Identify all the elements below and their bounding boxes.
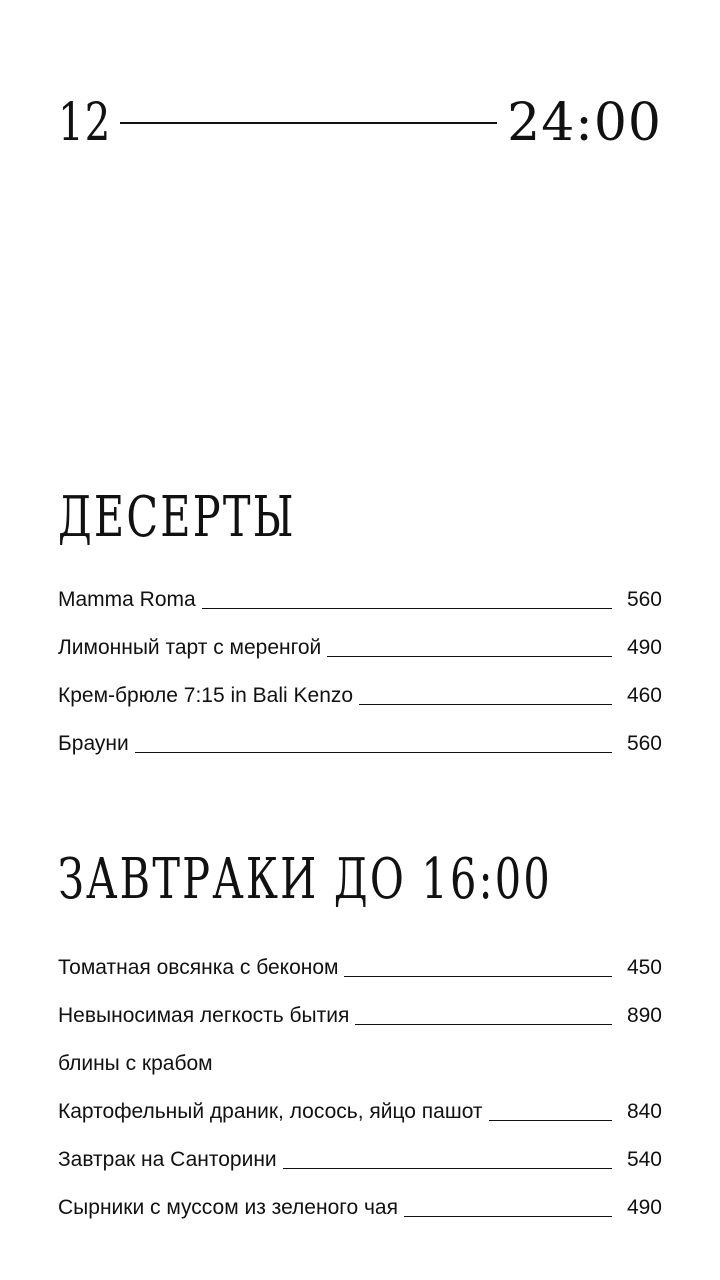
menu-item [58, 720, 662, 768]
menu-item-name: Невыносимая легкость бытия [58, 1004, 350, 1027]
leader-line [327, 656, 612, 657]
desserts-list [58, 576, 662, 768]
leader-line [359, 704, 612, 705]
opening-time: 12 [58, 93, 112, 153]
menu-item [58, 1088, 662, 1136]
menu-item-price: 460 [626, 684, 662, 707]
menu-item-price: 560 [626, 732, 662, 755]
menu-item [58, 576, 662, 624]
menu-item-name: Лимонный тарт с меренгой [58, 636, 322, 659]
menu-item [58, 992, 662, 1040]
menu-item-name: Mamma Roma [58, 588, 196, 611]
hours-divider-line [120, 122, 497, 124]
leader-line [135, 752, 612, 753]
leader-line [404, 1216, 612, 1217]
menu-item-price: 490 [626, 636, 662, 659]
section-title-desserts: ДЕСЕРТЫ [58, 485, 296, 550]
menu-item [58, 1184, 662, 1232]
leader-line [355, 1024, 612, 1025]
menu-item-name: Крем-брюле 7:15 in Bali Kenzo [58, 684, 354, 707]
menu-item [58, 672, 662, 720]
menu-item-name: Завтрак на Санторини [58, 1148, 277, 1171]
section-title-breakfasts: ЗАВТРАКИ ДО 16:00 [58, 847, 552, 912]
opening-hours [58, 88, 662, 158]
leader-line [344, 976, 612, 977]
menu-item-price: 890 [626, 1004, 662, 1027]
leader-line [202, 608, 612, 609]
menu-item-name: Картофельный драник, лосось, яйцо пашот [58, 1100, 483, 1123]
menu-item-name: Сырники с муссом из зеленого чая [58, 1196, 398, 1219]
menu-item-name: Брауни [58, 732, 129, 755]
breakfasts-list [58, 944, 662, 1232]
menu-item [58, 1136, 662, 1184]
menu-item-subline [58, 1040, 662, 1088]
leader-line [283, 1168, 612, 1169]
menu-item-price: 490 [626, 1196, 662, 1219]
menu-item [58, 624, 662, 672]
closing-time: 24:00 [507, 93, 662, 153]
menu-item-name: Томатная овсянка с беконом [58, 956, 339, 979]
menu-item-price: 540 [626, 1148, 662, 1171]
menu-item-price: 560 [626, 588, 662, 611]
menu-item-name: блины с крабом [58, 1052, 213, 1075]
leader-line [489, 1120, 612, 1121]
menu-item-price: 450 [626, 956, 662, 979]
menu-item-price: 840 [626, 1100, 662, 1123]
menu-item [58, 944, 662, 992]
